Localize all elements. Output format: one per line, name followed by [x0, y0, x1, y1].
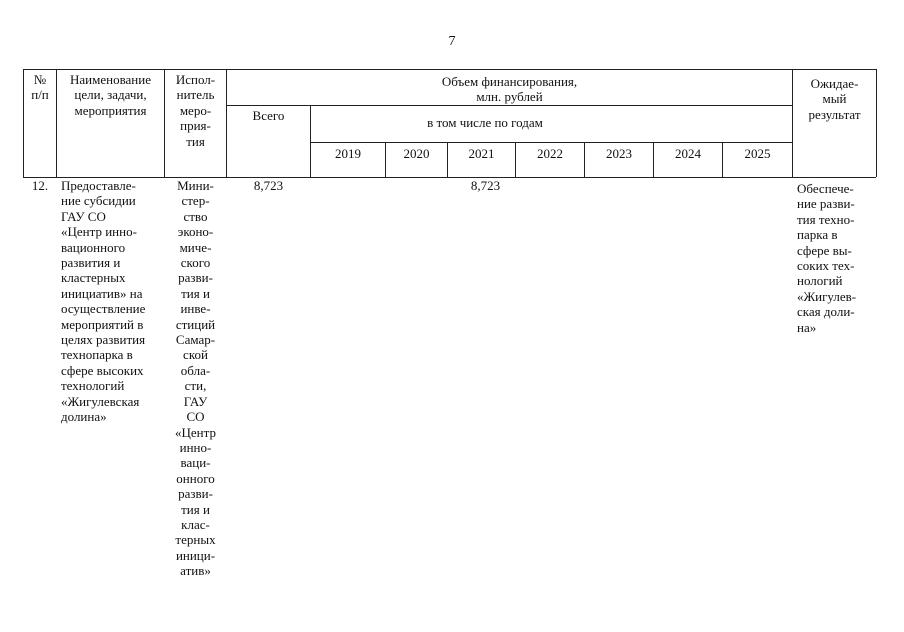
page-number: 7 — [448, 34, 456, 49]
text-line: осуществление — [61, 301, 146, 317]
text-line: прия- — [180, 118, 211, 134]
text-line: долина» — [61, 409, 107, 425]
text-line: Самар- — [175, 332, 216, 348]
text-line: Испол- — [175, 72, 216, 87]
text-line: на» — [797, 319, 817, 335]
text-line: инно- — [179, 439, 212, 455]
text-line: меро- — [179, 102, 212, 118]
header-result — [793, 76, 876, 122]
text-line: тия и — [181, 501, 210, 517]
text-line: миче- — [179, 239, 212, 255]
header-by-years: в том числе по годам — [427, 115, 543, 130]
text-line: Обеспече- — [797, 181, 854, 196]
text-line: «Центр — [175, 424, 216, 440]
text-line: Ожидае- — [810, 76, 859, 91]
text-line: ГАУ — [183, 393, 208, 409]
text-line: Объем финансирования, — [441, 74, 578, 89]
text-line: разви- — [178, 270, 213, 286]
header-year-2023: 2023 — [606, 146, 632, 161]
text-line: целях развития — [61, 332, 146, 348]
text-line: стиций — [175, 316, 216, 332]
text-line: № — [33, 72, 47, 87]
text-line: клас- — [181, 516, 210, 532]
text-line: онного — [176, 470, 215, 486]
header-year-2025: 2025 — [744, 146, 771, 161]
text-line: Предоставле- — [61, 178, 136, 193]
text-line: инве- — [180, 301, 211, 317]
text-line: ваци- — [180, 455, 211, 471]
text-line: ская доли- — [797, 304, 855, 320]
text-line: разви- — [178, 486, 213, 502]
text-line: стер- — [181, 193, 210, 209]
row-value-2021: 8,723 — [470, 178, 501, 193]
text-line: сфере вы- — [797, 242, 852, 258]
text-line: нологий — [797, 273, 843, 289]
header-year-2022: 2022 — [537, 146, 563, 161]
text-line: технопарка в — [61, 347, 133, 363]
text-line: ство — [183, 208, 208, 224]
text-line: «Жигулев- — [797, 288, 857, 304]
text-line: мероприятия — [74, 102, 147, 118]
text-line: кластерных — [61, 270, 126, 286]
header-year-2024: 2024 — [675, 146, 701, 161]
header-year-2020: 2020 — [403, 146, 430, 161]
header-name — [57, 72, 164, 118]
text-line: Наименование — [70, 72, 151, 87]
text-line: мый — [822, 91, 847, 107]
row-executor — [165, 178, 226, 579]
text-line: инициатив» на — [61, 285, 143, 301]
text-line: результат — [808, 106, 861, 122]
text-line: нитель — [176, 87, 215, 103]
header-year-2021: 2021 — [468, 146, 495, 161]
text-line: цели, задачи, — [74, 87, 147, 103]
text-line: терных — [175, 532, 216, 548]
header-funding — [227, 74, 792, 105]
text-line: обла- — [180, 362, 211, 378]
row-name — [61, 178, 159, 425]
text-line: «Жигулевская — [61, 393, 140, 409]
text-line: сти, — [184, 378, 207, 394]
header-year-2019: 2019 — [335, 146, 361, 161]
table-right-border — [876, 69, 877, 177]
text-line: тия — [186, 133, 205, 149]
text-line: сфере высоких — [61, 362, 144, 378]
text-line: ГАУ СО — [61, 208, 106, 224]
text-line: мероприятий в — [61, 316, 144, 332]
text-line: ние субсидии — [61, 193, 136, 209]
header-num — [24, 72, 56, 103]
text-line: иници- — [175, 547, 216, 563]
text-line: млн. рублей — [476, 89, 543, 105]
header-executor — [165, 72, 226, 149]
text-line: ние разви- — [797, 196, 855, 212]
years-subheader-line — [310, 142, 792, 143]
text-line: ской — [183, 347, 208, 363]
text-line: эконо- — [177, 224, 214, 240]
text-line: атив» — [180, 563, 211, 579]
table-top-border — [23, 69, 876, 70]
row-total: 8,723 — [253, 178, 284, 193]
text-line: развития и — [61, 255, 121, 271]
header-total: Всего — [252, 108, 285, 123]
text-line: тия техно- — [797, 211, 855, 227]
text-line: «Центр инно- — [61, 224, 137, 240]
row-num: 12. — [31, 178, 49, 193]
text-line: соких тех- — [797, 258, 855, 274]
text-line: СО — [186, 409, 205, 425]
text-line: вационного — [61, 239, 126, 255]
row-result — [797, 181, 869, 335]
text-line: Мини- — [177, 178, 214, 193]
text-line: парка в — [797, 227, 838, 243]
text-line: тия и — [181, 285, 210, 301]
text-line: п/п — [31, 87, 49, 103]
text-line: технологий — [61, 378, 125, 394]
text-line: ского — [180, 255, 211, 271]
